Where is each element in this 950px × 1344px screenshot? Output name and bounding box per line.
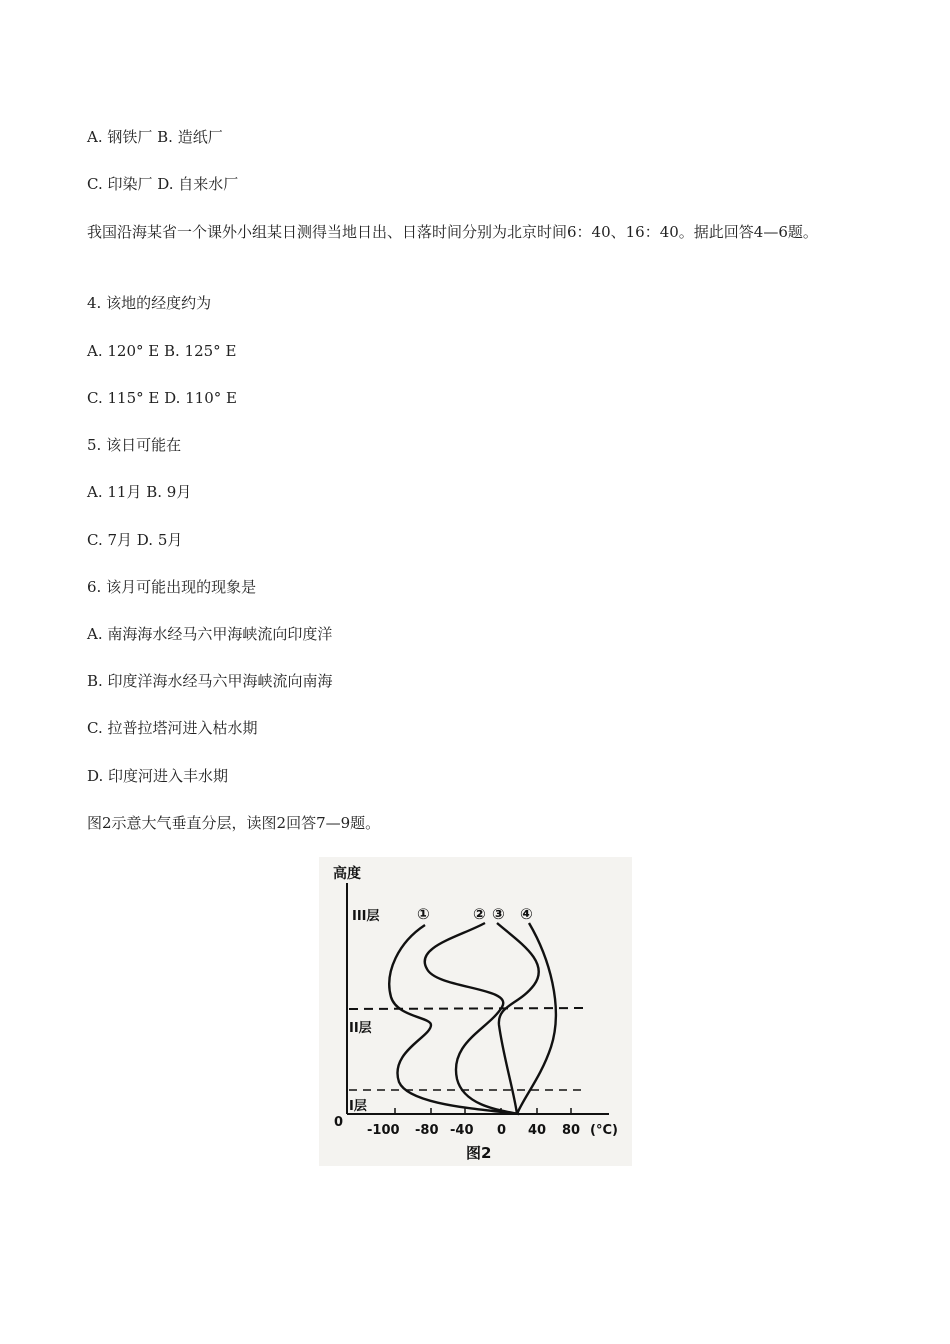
curve-label-4: ④ (520, 905, 533, 923)
question-6-option-c: C. 拉普拉塔河进入枯水期 (87, 719, 258, 737)
atmosphere-layer-figure (319, 857, 632, 1166)
question-4-options-cd: C. 115° E D. 110° E (87, 389, 237, 407)
question-6-option-b: B. 印度洋海水经马六甲海峡流向南海 (87, 672, 333, 690)
x-tick-label: 80 (562, 1123, 581, 1138)
atmosphere-diagram (319, 857, 632, 1166)
question-6-option-a: A. 南海海水经马六甲海峡流向印度洋 (87, 625, 333, 643)
question-5: 5. 该日可能在 (87, 436, 182, 454)
question-5-options-cd: C. 7月 D. 5月 (87, 531, 183, 549)
layer-label-ii: II层 (349, 1021, 372, 1036)
question-stem-4-6: 我国沿海某省一个课外小组某日测得当地日出、日落时间分别为北京时间6：40、16：40。据此回答4—6题。 (87, 223, 818, 241)
layer-boundary-upper (349, 1008, 584, 1009)
temperature-curves (389, 923, 556, 1114)
question-6-option-d: D. 印度河进入丰水期 (87, 767, 229, 785)
x-tick-label: -40 (450, 1123, 474, 1138)
question-4: 4. 该地的经度约为 (87, 294, 212, 312)
layer-label-iii: III层 (352, 909, 380, 924)
figure-caption: 图2 (466, 1144, 492, 1162)
curve-label-2: ② (473, 905, 486, 923)
question-5-options-ab: A. 11月 B. 9月 (87, 483, 192, 501)
y-axis-label: 高度 (333, 866, 361, 882)
x-tick-label: 40 (528, 1123, 547, 1138)
curve-label-1: ① (417, 905, 430, 923)
question-6: 6. 该月可能出现的现象是 (87, 578, 257, 596)
x-tick-label: 0 (497, 1123, 507, 1138)
option-line-ab-1: A. 钢铁厂 B. 造纸厂 (87, 128, 223, 146)
x-tick-label: -100 (367, 1123, 400, 1138)
curve-4 (517, 923, 556, 1114)
x-tick-label: -80 (415, 1123, 439, 1138)
option-line-cd-1: C. 印染厂 D. 自来水厂 (87, 175, 239, 193)
curve-2 (425, 923, 519, 1114)
x-unit-label: (°C) (590, 1123, 618, 1138)
curve-label-3: ③ (492, 905, 505, 923)
question-4-options-ab: A. 120° E B. 125° E (87, 342, 237, 360)
figure-intro: 图2示意大气垂直分层，读图2回答7—9题。 (87, 814, 381, 832)
layer-label-i: I层 (349, 1099, 367, 1114)
origin-label: 0 (334, 1115, 344, 1130)
